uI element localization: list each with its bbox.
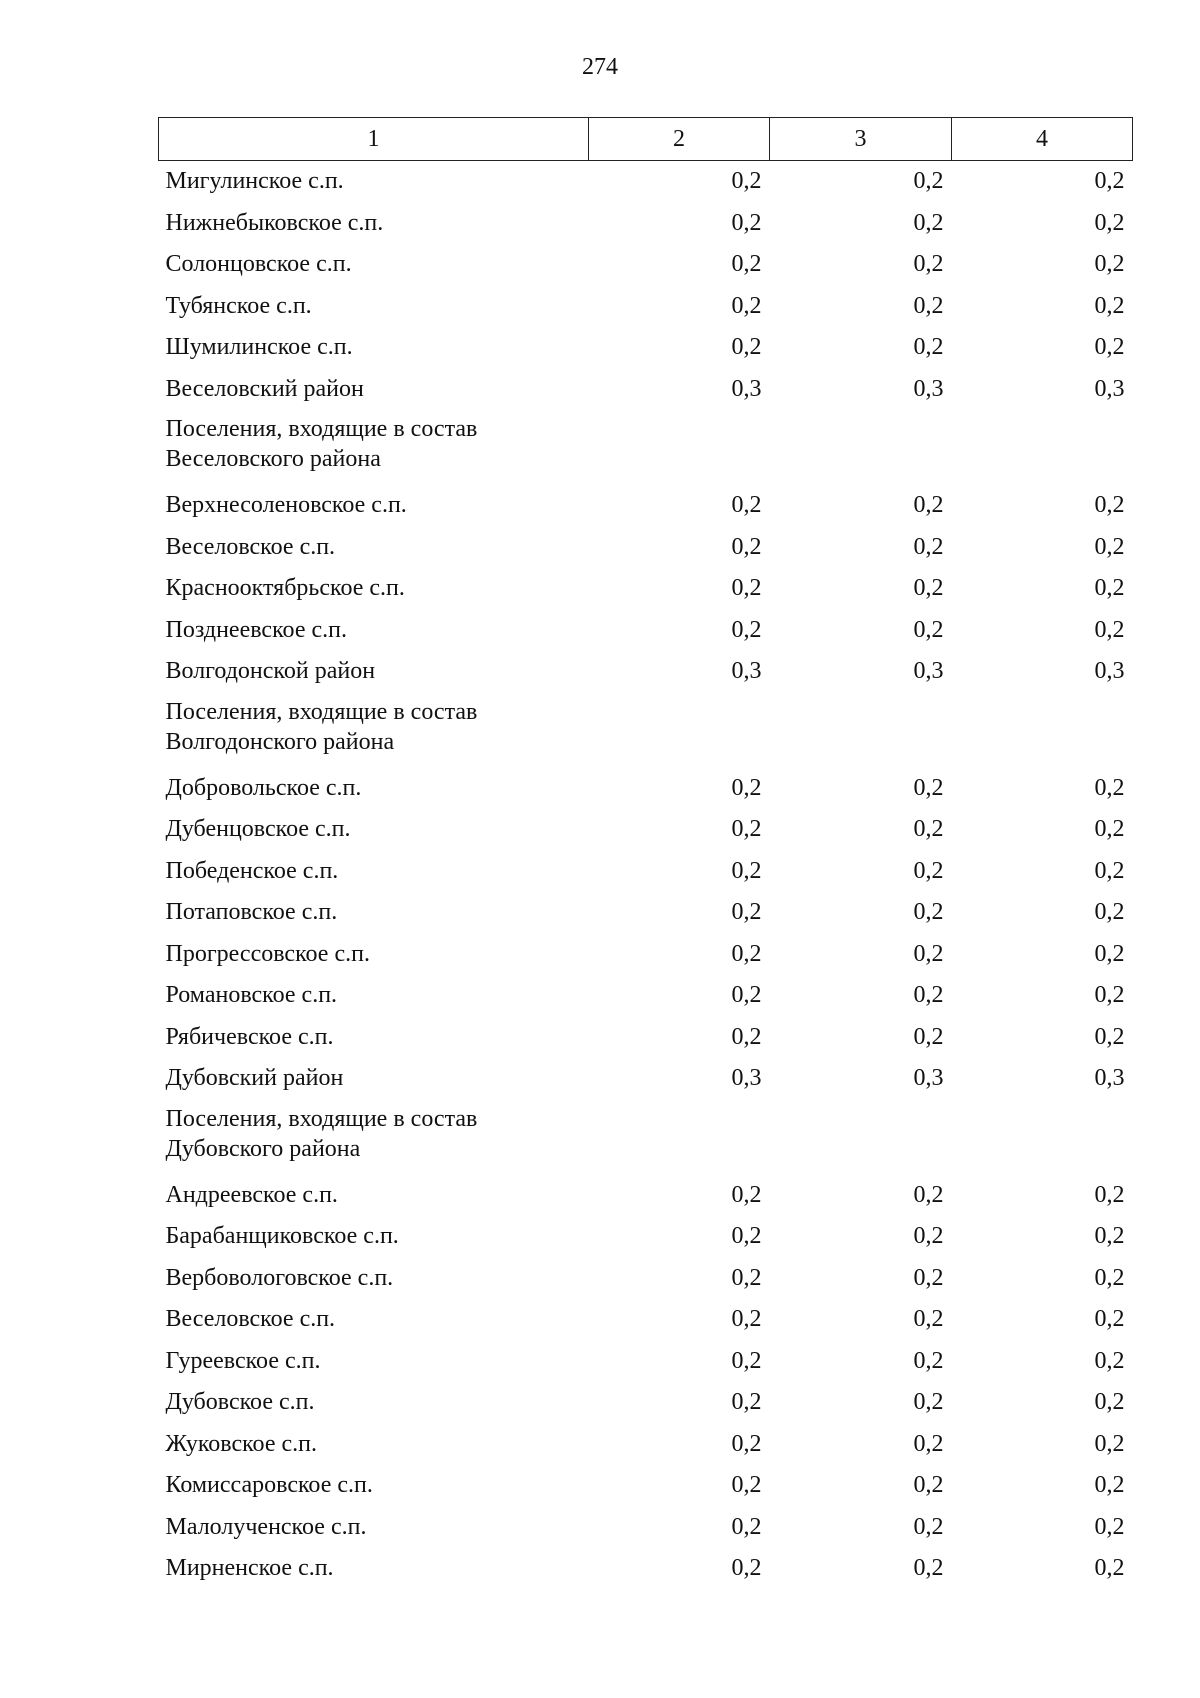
- cell-value-4: 0,2: [1094, 209, 1125, 236]
- cell-value-2: 0,2: [731, 1389, 762, 1415]
- cell-value-4: 0,2: [1094, 1472, 1125, 1498]
- section-header-cell: [159, 1100, 1133, 1175]
- cell-value-2: 0,2: [731, 1430, 762, 1457]
- table-row: [159, 934, 1133, 976]
- cell-value-4: 0,2: [1094, 575, 1125, 601]
- column-header-3: 3: [770, 118, 952, 161]
- cell-value-4: 0,2: [1094, 1430, 1125, 1457]
- cell-name: Дубовский район: [165, 1065, 344, 1091]
- table-row: [159, 851, 1133, 893]
- table-row: [159, 244, 1133, 286]
- cell-value-4: 0,2: [1094, 982, 1125, 1008]
- table-row: [159, 527, 1133, 569]
- cell-name: Потаповское с.п.: [165, 899, 338, 925]
- cell-value-4: 0,2: [1094, 251, 1125, 277]
- cell-value-3: 0,2: [913, 940, 944, 967]
- table-row: [159, 1058, 1133, 1100]
- cell-value-3: 0,2: [913, 857, 944, 884]
- cell-value-4: 0,2: [1094, 1555, 1125, 1581]
- cell-name: Солонцовское с.п.: [165, 251, 352, 277]
- cell-name: Вербовологовское с.п.: [165, 1264, 394, 1291]
- cell-name: Мирненское с.п.: [165, 1555, 334, 1581]
- cell-name: Романовское с.п.: [165, 982, 338, 1008]
- cell-value-4: 0,2: [1094, 1306, 1125, 1332]
- table-row: [159, 1017, 1133, 1059]
- table-row: [159, 286, 1133, 328]
- cell-value-4: 0,2: [1094, 1347, 1125, 1374]
- cell-name: Прогрессовское с.п.: [165, 940, 370, 967]
- cell-name: Добровольское с.п.: [165, 774, 362, 801]
- cell-name: Победенское с.п.: [165, 857, 339, 884]
- table-header: [159, 118, 1133, 161]
- cell-value-3: 0,2: [913, 492, 944, 518]
- cell-value-4: 0,2: [1094, 774, 1125, 801]
- cell-name: Дубовское с.п.: [165, 1389, 315, 1415]
- cell-value-2: 0,2: [731, 492, 762, 518]
- cell-value-2: 0,2: [731, 533, 762, 560]
- table-row: [159, 809, 1133, 851]
- data-table: [158, 117, 1133, 1590]
- cell-value-4: 0,2: [1094, 1389, 1125, 1415]
- cell-value-3: 0,2: [913, 899, 944, 925]
- cell-value-3: 0,2: [913, 1306, 944, 1332]
- cell-value-3: 0,2: [913, 575, 944, 601]
- table-row: [159, 975, 1133, 1017]
- cell-name: Тубянское с.п.: [165, 292, 312, 319]
- cell-value-3: 0,2: [913, 1023, 944, 1050]
- cell-name: Барабанщиковское с.п.: [165, 1223, 399, 1249]
- table-row: [159, 892, 1133, 934]
- cell-name: Гуреевское с.п.: [165, 1347, 321, 1374]
- cell-value-2: 0,2: [731, 1264, 762, 1291]
- cell-value-3: 0,2: [913, 168, 944, 194]
- table-row: [159, 1175, 1133, 1217]
- cell-value-3: 0,2: [913, 774, 944, 801]
- cell-value-2: 0,2: [731, 575, 762, 601]
- table-row: [159, 327, 1133, 369]
- cell-value-4: 0,2: [1094, 533, 1125, 560]
- table-row: [159, 1507, 1133, 1549]
- cell-name: Краснооктябрьское с.п.: [165, 575, 405, 601]
- cell-name: Малолученское с.п.: [165, 1513, 367, 1540]
- section-header-cell: [159, 410, 1133, 485]
- cell-name: Комиссаровское с.п.: [165, 1472, 373, 1498]
- cell-value-4: 0,3: [1094, 658, 1125, 684]
- table-row: [159, 485, 1133, 527]
- cell-name: Рябичевское с.п.: [165, 1023, 334, 1050]
- table-row: [159, 1216, 1133, 1258]
- table-row: [159, 768, 1133, 810]
- section-header-cell: [159, 693, 1133, 768]
- cell-value-2: 0,2: [731, 982, 762, 1008]
- cell-value-2: 0,2: [731, 1347, 762, 1374]
- cell-value-2: 0,2: [731, 251, 762, 277]
- cell-value-2: 0,2: [731, 334, 762, 360]
- column-header-1: 1: [159, 118, 589, 161]
- cell-value-3: 0,2: [913, 1472, 944, 1498]
- cell-value-2: 0,2: [731, 1472, 762, 1498]
- table-row: [159, 161, 1133, 203]
- cell-value-4: 0,2: [1094, 857, 1125, 884]
- cell-value-4: 0,2: [1094, 292, 1125, 319]
- cell-value-3: 0,2: [913, 1347, 944, 1374]
- cell-value-4: 0,3: [1094, 1065, 1125, 1091]
- column-header-4: 4: [952, 118, 1133, 161]
- cell-value-3: 0,3: [913, 375, 944, 402]
- table-row: [159, 203, 1133, 245]
- cell-value-4: 0,2: [1094, 616, 1125, 643]
- table-row: [159, 1548, 1133, 1590]
- cell-value-4: 0,2: [1094, 940, 1125, 967]
- cell-value-3: 0,2: [913, 533, 944, 560]
- cell-value-2: 0,2: [731, 774, 762, 801]
- cell-name: Андреевское с.п.: [165, 1181, 338, 1208]
- cell-value-2: 0,2: [731, 857, 762, 884]
- section-header-row: [159, 693, 1133, 768]
- cell-value-3: 0,2: [913, 1513, 944, 1540]
- cell-name: Позднеевское с.п.: [165, 616, 347, 643]
- cell-value-3: 0,2: [913, 209, 944, 236]
- cell-value-2: 0,2: [731, 899, 762, 925]
- cell-value-2: 0,2: [731, 1181, 762, 1208]
- cell-value-4: 0,2: [1094, 1023, 1125, 1050]
- cell-value-4: 0,2: [1094, 1264, 1125, 1291]
- cell-value-4: 0,2: [1094, 168, 1125, 194]
- cell-name: Жуковское с.п.: [165, 1430, 317, 1457]
- cell-value-3: 0,2: [913, 1223, 944, 1249]
- table-row: [159, 1465, 1133, 1507]
- cell-value-4: 0,2: [1094, 1223, 1125, 1249]
- cell-value-3: 0,2: [913, 616, 944, 643]
- cell-value-3: 0,2: [913, 251, 944, 277]
- table-row: [159, 1341, 1133, 1383]
- cell-value-2: 0,2: [731, 1555, 762, 1581]
- cell-value-2: 0,2: [731, 616, 762, 643]
- cell-value-3: 0,2: [913, 982, 944, 1008]
- cell-value-3: 0,2: [913, 816, 944, 842]
- section-header-line-2: Дубовского района: [165, 1135, 361, 1162]
- cell-value-3: 0,2: [913, 292, 944, 319]
- section-header-line-1: Поселения, входящие в состав: [165, 1105, 478, 1132]
- cell-value-4: 0,2: [1094, 816, 1125, 842]
- table-row: [159, 1424, 1133, 1466]
- cell-name: Волгодонской район: [165, 658, 376, 684]
- table-row: [159, 610, 1133, 652]
- cell-value-2: 0,2: [731, 1513, 762, 1540]
- cell-name: Веселовское с.п.: [165, 533, 336, 560]
- table-row: [159, 651, 1133, 693]
- table-row: [159, 568, 1133, 610]
- cell-value-2: 0,3: [731, 1065, 762, 1091]
- cell-value-2: 0,2: [731, 940, 762, 967]
- cell-value-3: 0,2: [913, 1389, 944, 1415]
- cell-name: Веселовский район: [165, 375, 364, 402]
- section-header-line-1: Поселения, входящие в состав: [165, 416, 478, 442]
- cell-value-2: 0,3: [731, 375, 762, 402]
- column-header-2: 2: [589, 118, 770, 161]
- cell-value-4: 0,2: [1094, 1181, 1125, 1208]
- table-row: [159, 369, 1133, 411]
- cell-value-3: 0,2: [913, 1264, 944, 1291]
- cell-name: Нижнебыковское с.п.: [165, 209, 384, 236]
- cell-value-3: 0,2: [913, 1430, 944, 1457]
- cell-value-3: 0,3: [913, 658, 944, 684]
- cell-name: Верхнесоленовское с.п.: [165, 492, 407, 518]
- cell-value-2: 0,3: [731, 658, 762, 684]
- cell-name: Веселовское с.п.: [165, 1306, 336, 1332]
- cell-value-2: 0,2: [731, 1023, 762, 1050]
- cell-value-3: 0,2: [913, 1181, 944, 1208]
- cell-value-4: 0,2: [1094, 334, 1125, 360]
- cell-name: Шумилинское с.п.: [165, 334, 353, 360]
- cell-value-2: 0,2: [731, 1306, 762, 1332]
- page-number: 274: [582, 54, 618, 80]
- cell-value-2: 0,2: [731, 1223, 762, 1249]
- header-row: [159, 118, 1133, 161]
- section-header-line-2: Волгодонского района: [165, 728, 395, 755]
- cell-value-2: 0,2: [731, 816, 762, 842]
- cell-value-4: 0,3: [1094, 375, 1125, 402]
- cell-value-2: 0,2: [731, 168, 762, 194]
- table-row: [159, 1299, 1133, 1341]
- cell-value-2: 0,2: [731, 209, 762, 236]
- section-header-row: [159, 410, 1133, 485]
- table-body: [159, 161, 1133, 1590]
- cell-value-2: 0,2: [731, 292, 762, 319]
- cell-value-3: 0,3: [913, 1065, 944, 1091]
- table-row: [159, 1382, 1133, 1424]
- cell-name: Мигулинское с.п.: [165, 168, 344, 194]
- cell-value-3: 0,2: [913, 334, 944, 360]
- cell-value-3: 0,2: [913, 1555, 944, 1581]
- cell-name: Дубенцовское с.п.: [165, 816, 351, 842]
- cell-value-4: 0,2: [1094, 899, 1125, 925]
- cell-value-4: 0,2: [1094, 1513, 1125, 1540]
- section-header-line-1: Поселения, входящие в состав: [165, 698, 478, 725]
- cell-value-4: 0,2: [1094, 492, 1125, 518]
- table-row: [159, 1258, 1133, 1300]
- section-header-row: [159, 1100, 1133, 1175]
- section-header-line-2: Веселовского района: [165, 446, 381, 472]
